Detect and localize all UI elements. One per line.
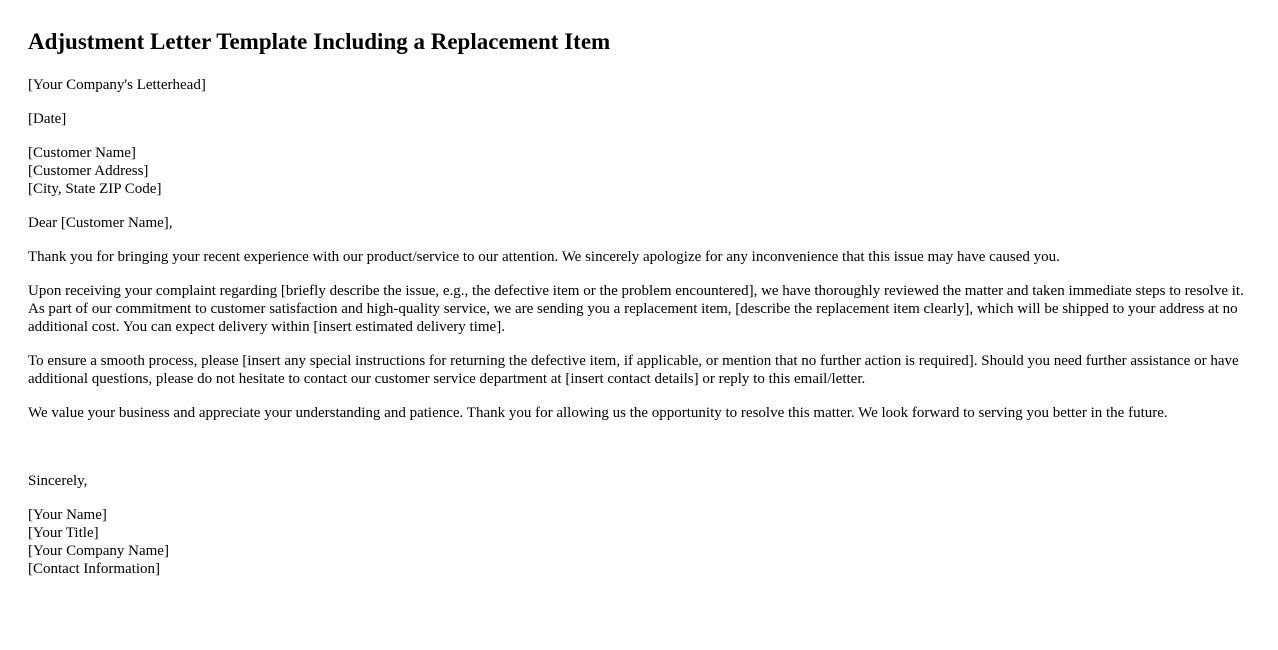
signature-block (28, 506, 1250, 578)
signature-company: [Your Company Name] (28, 543, 169, 559)
body-paragraph-4: We value your business and appreciate your understanding and patience. Thank you for allowing us the opportunity to resolve this matter. We look forward to serving you better in the future. (28, 405, 1168, 421)
recipient-name: [Customer Name] (28, 145, 136, 161)
salutation: Dear [Customer Name], (28, 215, 173, 231)
signature-title: [Your Title] (28, 525, 99, 541)
recipient-address: [Customer Address] (28, 163, 149, 179)
body-paragraph-1: Thank you for bringing your recent experience with our product/service to our attention. We sincerely apologize for any inconvenience that this issue may have caused you. (28, 249, 1060, 265)
recipient-city-state-zip: [City, State ZIP Code] (28, 181, 162, 197)
closing-spacer (28, 438, 1250, 472)
body-paragraph-3: To ensure a smooth process, please [insert any special instructions for returning the defective item, if applicable, or mention that no further action is required]. Should you need further assistance or have additional questions, please do not hesitate to contact our customer service department at [insert contact details] or reply to this email/letter. (28, 353, 1239, 387)
letterhead: [Your Company's Letterhead] (28, 77, 206, 93)
body-paragraph-2: Upon receiving your complaint regarding [briefly describe the issue, e.g., the defective item or the problem encountered], we have thoroughly reviewed the matter and taken immediate steps to resolve it. As part of our commitment to customer satisfaction and high-quality service, we are sending you a replacement item, [describe the replacement item clearly], which will be shipped to your address at no additional cost. You can expect delivery within [insert estimated delivery time]. (28, 283, 1244, 335)
signature-name: [Your Name] (28, 507, 107, 523)
letter-date: [Date] (28, 111, 67, 127)
recipient-address-block (28, 144, 1250, 198)
page-title: Adjustment Letter Template Including a Replacement Item (28, 29, 611, 54)
signature-contact: [Contact Information] (28, 561, 161, 577)
closing: Sincerely, (28, 473, 88, 489)
